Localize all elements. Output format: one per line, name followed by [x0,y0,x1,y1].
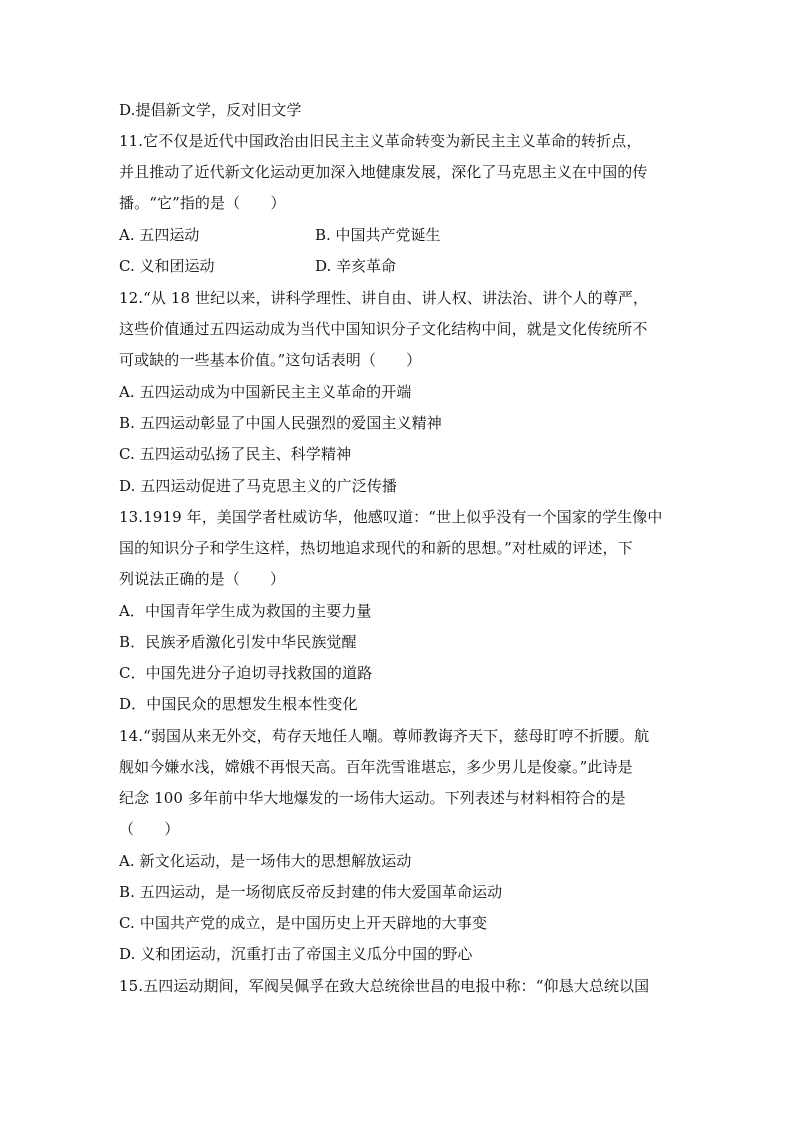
q11-option-b: B. 中国共产党诞生 [315,226,441,244]
q14-option-c: C. 中国共产党的成立，是中国历史上开天辟地的大事变 [119,914,488,932]
q13-option-a: A．中国青年学生成为救国的主要力量 [119,602,372,620]
q14-stem-line-2: 舰如今嫌水浅，嫦娥不再恨天高。百年洗雪谁堪忘，多少男儿是俊豪。”此诗是 [119,758,633,776]
q13-option-d: D．中国民众的思想发生根本性变化 [119,695,358,713]
q11-stem-line-2: 并且推动了近代新文化运动更加深入地健康发展，深化了马克思主义在中国的传 [119,163,648,181]
q12-stem-line-2: 这些价值通过五四运动成为当代中国知识分子文化结构中间，就是文化传统所不 [119,320,648,338]
q12-stem-line-1: 12.“从 18 世纪以来，讲科学理性、讲自由、讲人权、讲法治、讲个人的尊严， [119,289,649,307]
q12-option-c: C. 五四运动弘扬了民主、科学精神 [119,445,352,463]
q13-option-b: B．民族矛盾激化引发中华民族觉醒 [119,633,357,651]
q14-option-b: B. 五四运动，是一场彻底反帝反封建的伟大爱国革命运动 [119,883,503,901]
q14-option-d: D. 义和团运动，沉重打击了帝国主义瓜分中国的野心 [119,945,473,963]
q12-option-a: A. 五四运动成为中国新民主主义革命的开端 [119,383,412,401]
q15-stem-line-1: 15.五四运动期间，军阀吴佩孚在致大总统徐世昌的电报中称：“仰恳大总统以国 [119,977,650,995]
q14-option-a: A. 新文化运动，是一场伟大的思想解放运动 [119,852,412,870]
q12-option-d: D. 五四运动促进了马克思主义的广泛传播 [119,477,398,495]
q12-option-b: B. 五四运动彰显了中国人民强烈的爱国主义精神 [119,414,442,432]
q11-stem-line-1: 11.它不仅是近代中国政治由旧民主主义革命转变为新民主主义革命的转折点， [119,132,642,150]
q14-stem-line-1: 14.“弱国从来无外交，苟存天地任人嘲。尊师教诲齐天下，慈母盯哼不折腰。航 [119,727,650,745]
q11-option-c: C. 义和团运动 [119,257,215,275]
q14-stem-line-3: 纪念 100 多年前中华大地爆发的一场伟大运动。下列表述与材料相符合的是 [119,789,626,807]
q13-stem-line-3: 列说法正确的是（ ） [119,570,286,588]
q13-option-c: C．中国先进分子迫切寻找救国的道路 [119,664,373,682]
q11-stem-line-3: 播。“它”指的是（ ） [119,194,286,212]
q12-stem-line-3: 可或缺的一些基本价值。”这句话表明（ ） [119,351,422,369]
q13-stem-line-2: 国的知识分子和学生这样，热切地追求现代的和新的思想。”对杜威的评述，下 [119,539,633,557]
q14-stem-line-4: （ ） [119,820,180,838]
q13-stem-line-1: 13.1919 年，美国学者杜威访华，他感叹道：“世上似乎没有一个国家的学生像中 [119,508,663,526]
q10-option-d: D.提倡新文学，反对旧文学 [119,101,302,119]
q11-option-d: D. 辛亥革命 [315,257,397,275]
q11-option-a: A. 五四运动 [119,226,200,244]
